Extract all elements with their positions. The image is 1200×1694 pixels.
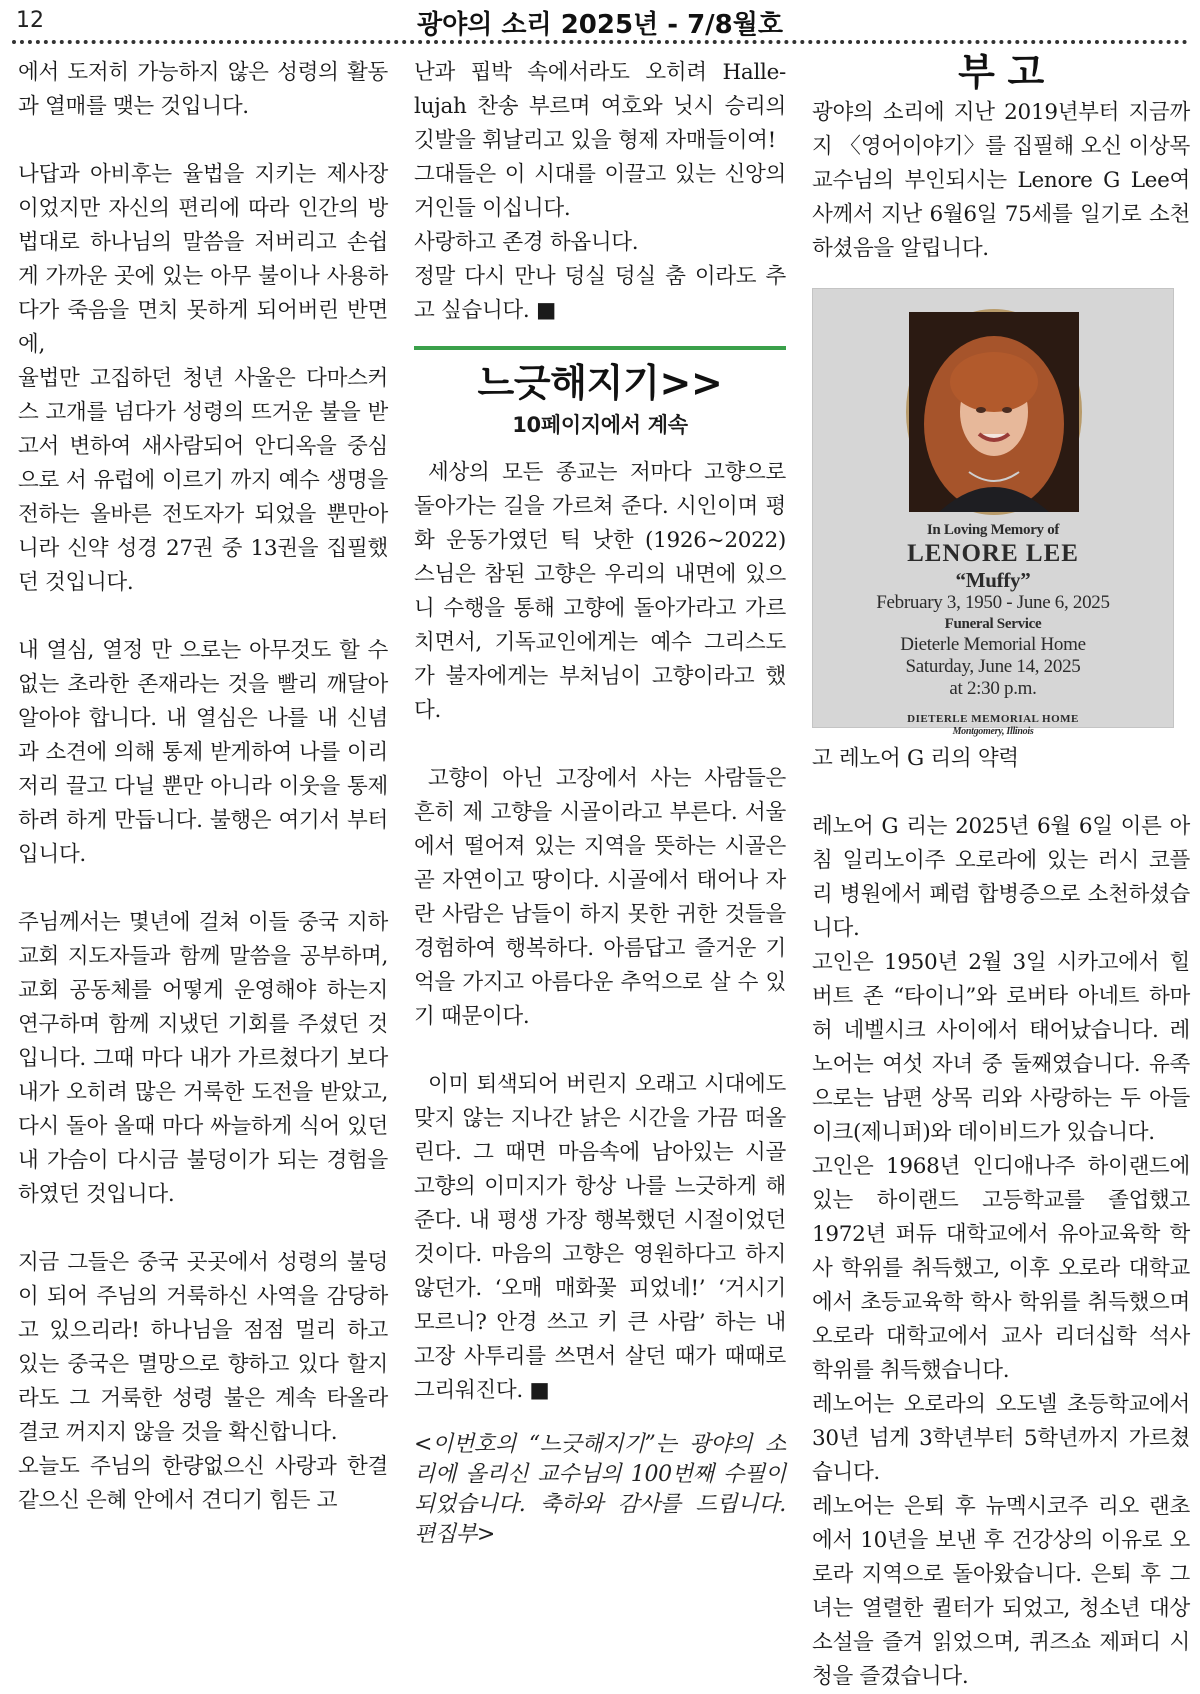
- page-header: [0, 0, 1200, 44]
- portrait-illustration: [909, 312, 1079, 512]
- memorial-service-label: Funeral Service: [944, 616, 1042, 632]
- portrait-photo: [909, 312, 1079, 512]
- editor-note: <이번호의 “느긋해지기”는 광야의 소리에 올리신 교수님의 100번째 수필이 되었습니다. 축하와 감사를 드립니다. 편집부>: [414, 1432, 786, 1547]
- column-3: [812, 50, 1190, 1689]
- obituary-title: 부 고: [958, 50, 1044, 94]
- section-divider: [414, 346, 786, 350]
- body-paragraph: 내 열심, 열정 만 으로는 아무것도 할 수 없는 초라한 존재라는 것을 빨리 깨달아 알아야 합니다. 내 열심은 나를 내 신념과 소견에 의해 통제 받게하여 나를 이리 저리 끌고 다닐 뿐만 아니라 이웃을 통제하려 하게 만듭니다. 불행은 여기서 부터 입니다.: [18, 638, 388, 867]
- essay-paragraph: 이미 퇴색되어 버린지 오래고 시대에도 맞지 않는 지나간 낡은 시간을 가끔 떠올린다. 그 때면 마음속에 남아있는 시골 고향의 이미지가 항상 나를 느긋하게 해준다. 내 평생 가장 행복했던 시절이었던 것이다. 마음의 고향은 영원하다고 하지 않던가. ‘오매 매화꽃 피었네!’ ‘거시기 모르니? 안경 쓰고 키 큰 사람’ 하는 내 고장 사투리를 쓰면서 살던 때가 때때로 그리워진다. ■: [414, 1072, 786, 1403]
- body-paragraph: 지금 그들은 중국 곳곳에서 성령의 불덩이 되어 주님의 거룩하신 사역을 감당하고 있으리라! 하나님을 점점 멀리 하고 있는 중국은 멸망으로 향하고 있다 할지라도 그 거룩한 성령 불은 계속 타올라 결코 꺼지지 않을 것을 확신합니다. 오늘도 주님의 한량없으신 사랑과 한결같으신 은혜 안에서 견디기 힘든 고: [18, 1250, 388, 1513]
- memorial-spacer: [812, 700, 1174, 712]
- body-paragraph: 에서 도저히 가능하지 않은 성령의 활동과 열매를 맺는 것입니다.: [18, 60, 388, 119]
- dotted-divider: [12, 40, 1188, 44]
- memorial-date: Saturday, June 14, 2025: [905, 656, 1081, 677]
- bio-heading: 고 레노어 G 리의 약력: [812, 746, 1019, 771]
- memorial-line: In Loving Memory of: [926, 522, 1060, 538]
- column-title: 느긋해지기>>: [477, 361, 723, 405]
- body-paragraph: 주님께서는 몇년에 걸쳐 이들 중국 지하교회 지도자들과 함께 말씀을 공부하며, 교회 공동체를 어떻게 운영해야 하는지 연구하며 함께 지냈던 기회를 주셨던 것입니다. 그때 마다 내가 가르쳤다기 보다 내가 오히려 많은 거룩한 도전을 받았고, 다시 돌아 올때 마다 싸늘하게 식어 있던 내 가슴이 다시금 불덩이가 되는 경험을 하였던 것입니다.: [18, 910, 388, 1207]
- bio-paragraph: 레노어는 오로라의 오도넬 초등학교에서 30년 넘게 3학년부터 5학년까지 가르쳤습니다.: [812, 1392, 1190, 1485]
- continued-text: 난과 핍박 속에서라도 오히려 Halle-lujah 찬송 부르며 여호와 닛시 승리의 깃발을 휘날리고 있을 형제 자매들이여! 그대들은 이 시대를 이끌고 있는 신앙의 거인들 이십니다. 사랑하고 존경 하옵니다. 정말 다시 만나 덩실 덩실 춤 이라도 추고 싶습니다. ■: [414, 60, 786, 323]
- memorial-time: at 2:30 p.m.: [949, 678, 1037, 699]
- column-1: [18, 56, 388, 1600]
- bio-paragraph: 레노어 G 리는 2025년 6월 6일 이른 아침 일리노이주 오로라에 있는 러시 코플리 병원에서 폐렴 합병증으로 소천하셨습니다.: [812, 814, 1190, 941]
- column-2: [414, 56, 786, 1600]
- essay-paragraph: 고향이 아닌 고장에서 사는 사람들은 흔히 제 고향을 시골이라고 부른다. 서울에서 떨어져 있는 지역을 뜻하는 시골은 곧 자연이고 땅이다. 시골에서 태어나 자란 사람은 남들이 하지 못한 귀한 것들을 경험하여 행복하다. 아름답고 즐거운 기억을 가지고 아름다운 추억으로 살 수 있기 때문이다.: [414, 766, 786, 1029]
- memorial-dates: February 3, 1950 - June 6, 2025: [876, 592, 1110, 613]
- body-paragraph: 나답과 아비후는 율법을 지키는 제사장 이었지만 자신의 편리에 따라 인간의 방법대로 하나님의 말씀을 저버리고 손쉽게 가까운 곳에 있는 아무 불이나 사용하다가 죽음을 면치 못하게 되어버린 반면에, 율법만 고집하던 청년 사울은 다마스커스 고개를 넘다가 성령의 뜨거운 불을 받고서 변하여 새사람되어 안디옥을 중심으로 서 유럽에 이르기 까지 예수 생명을 전하는 올바른 전도자가 되었을 뿐만아니라 신약 성경 27권 중 13권을 집필했던 것입니다.: [18, 162, 388, 595]
- memorial-name: LENORE LEE: [907, 540, 1079, 567]
- bio-paragraph: 고인은 1968년 인디애나주 하이랜드에 있는 하이랜드 고등학교를 졸업했고 1972년 퍼듀 대학교에서 유아교육학 학사 학위를 취득했고, 이후 오로라 대학교에서 초등교육학 학사 학위를 취득했으며 오로라 대학교에서 교사 리더십학 석사 학위를 취득했습니다.: [812, 1154, 1190, 1383]
- obituary-intro: 광야의 소리에 지난 2019년부터 지금까지 〈영어이야기〉를 집필해 오신 이상목 교수님의 부인되시는 Lenore G Lee여사께서 지난 6월6일 75세를 일기로 소천하셨음을 알립니다.: [812, 100, 1190, 261]
- memorial-card-image: [812, 288, 1174, 737]
- memorial-footer: DIETERLE MEMORIAL HOME: [907, 713, 1079, 725]
- essay-paragraph: 세상의 모든 종교는 저마다 고향으로 돌아가는 길을 가르쳐 준다. 시인이며 평화 운동가였던 틱 낫한 (1926~2022) 스님은 참된 고향은 우리의 내면에 있으니 수행을 통해 고향에 돌아가라고 가르치면서, 기독교인에게는 예수 그리스도가 불자에게는 부처님이 고향이라고 했다.: [414, 460, 786, 723]
- memorial-text: [812, 520, 1174, 738]
- memorial-venue: Dieterle Memorial Home: [900, 634, 1086, 655]
- bio-paragraph: 고인은 1950년 2월 3일 시카고에서 힐버트 존 “타이니”와 로버타 아네트 하마허 네벨시크 사이에서 태어났습니다. 레노어는 여섯 자녀 중 둘째였습니다. 유족으로는 남편 상목 리와 사랑하는 두 아들 이크(제니퍼)와 데이비드가 있습니다.: [812, 950, 1190, 1145]
- memorial-location: Montgomery, Illinois: [952, 726, 1034, 737]
- continued-from-note: 10페이지에서 계속: [512, 413, 688, 437]
- bio-paragraph: 레노어는 은퇴 후 뉴멕시코주 리오 랜초에서 10년을 보낸 후 건강상의 이유로 오로라 지역으로 돌아왔습니다. 은퇴 후 그녀는 열렬한 퀼터가 되었고, 청소년 대상 소설을 즐겨 읽었으며, 퀴즈쇼 제퍼디 시청을 즐겼습니다.: [812, 1494, 1190, 1689]
- masthead: 광야의 소리 2025년 - 7/8월호: [417, 10, 783, 40]
- memorial-nickname: “Muffy”: [955, 568, 1031, 592]
- page-number: 12: [16, 8, 44, 33]
